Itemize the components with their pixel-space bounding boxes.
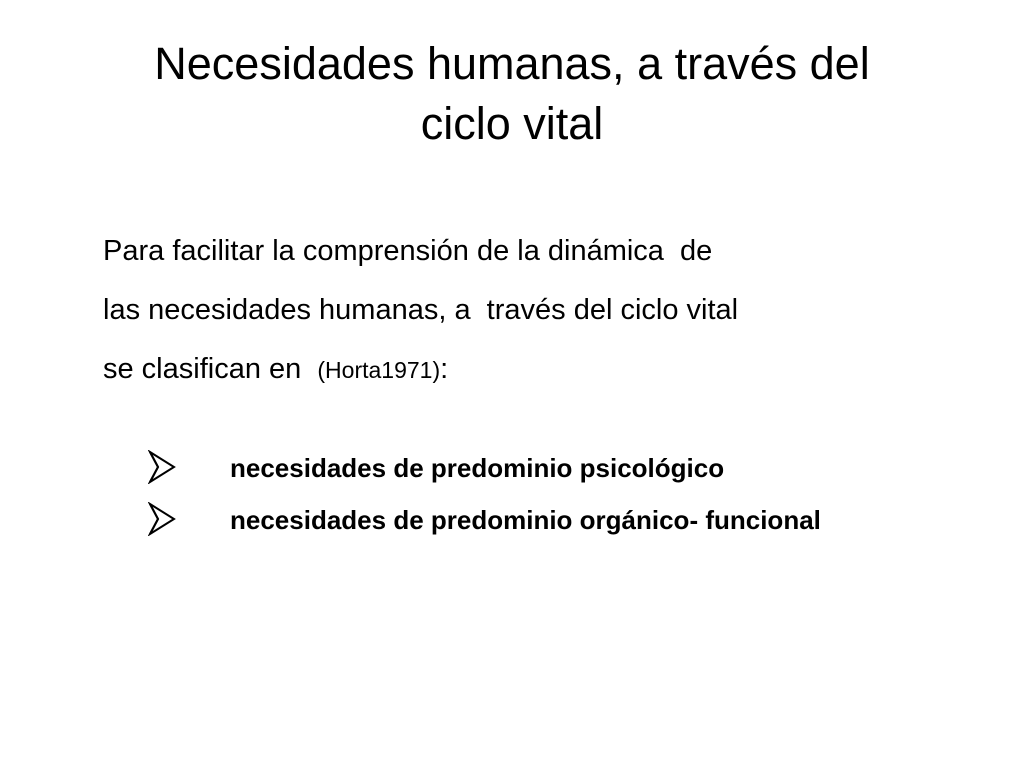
citation: (Horta1971) xyxy=(317,357,441,383)
body-line-1: Para facilitar la comprensión de la dinámica de xyxy=(103,235,713,267)
body-paragraph xyxy=(103,222,983,400)
arrowhead-bullet-icon xyxy=(148,450,176,484)
bullet-text: necesidades de predominio orgánico- funcional xyxy=(230,505,821,535)
body-line-3 xyxy=(103,340,983,400)
list-item xyxy=(148,500,988,552)
bullet-list xyxy=(148,448,988,552)
arrowhead-bullet-icon xyxy=(148,502,176,536)
body-line-3-main: se clasifican en xyxy=(103,353,318,385)
title-line-2: ciclo vital xyxy=(420,98,604,149)
slide-title xyxy=(60,34,964,154)
bullet-text: necesidades de predominio psicológico xyxy=(230,453,725,483)
title-line-1: Necesidades humanas, a través del xyxy=(154,38,870,89)
body-line-2: las necesidades humanas, a través del ciclo vital xyxy=(103,294,739,326)
list-item xyxy=(148,448,988,500)
body-line-3-end: : xyxy=(440,353,449,385)
